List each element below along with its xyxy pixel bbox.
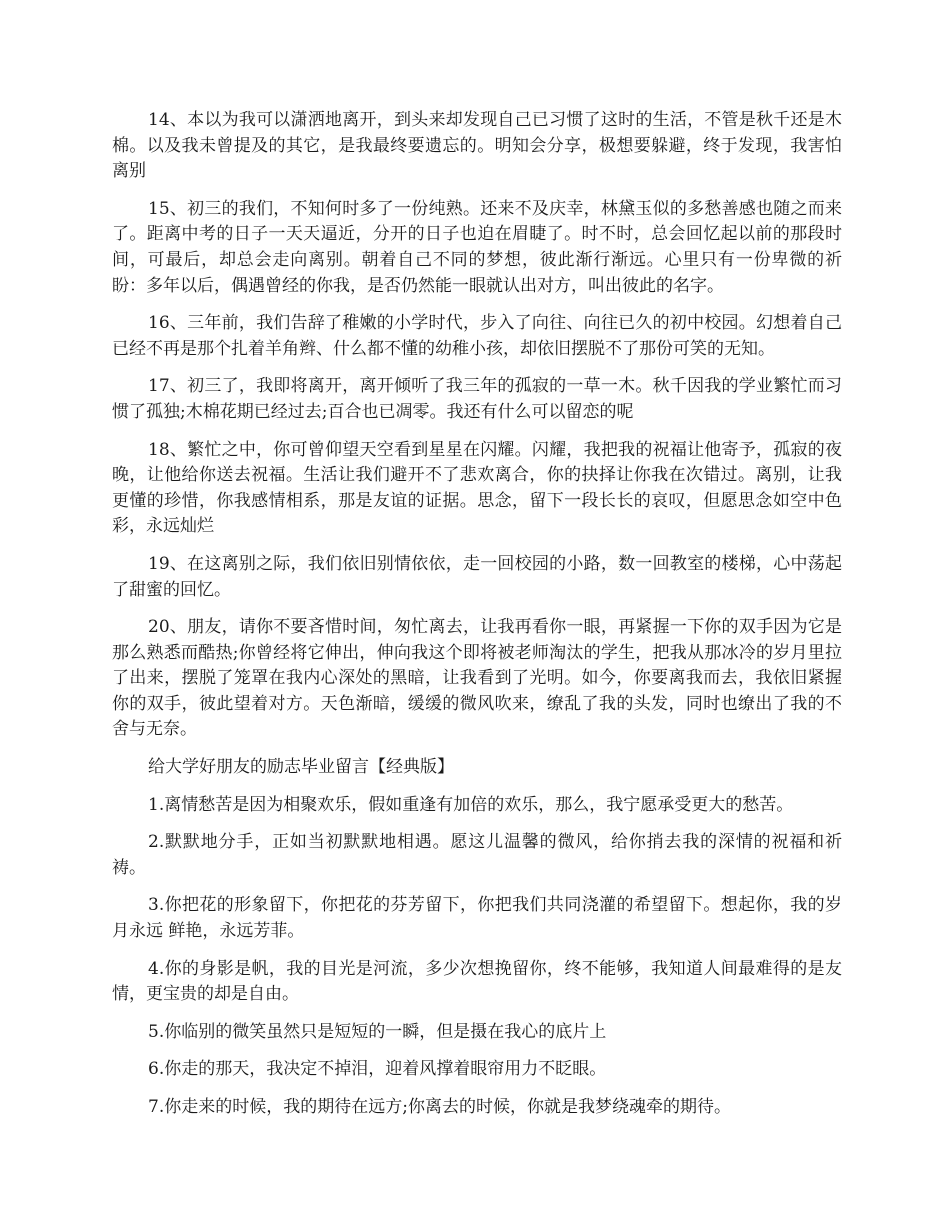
list-item-2: 2.默默地分手，正如当初默默地相遇。愿这儿温馨的微风，给你捎去我的深情的祝福和祈祷。 [112, 832, 842, 878]
paragraph-17: 17、初三了，我即将离开，离开倾听了我三年的孤寂的一草一木。秋千因我的学业繁忙而习惯了孤独;木棉花期已经过去;百合也已凋零。我还有什么可以留恋的呢 [112, 376, 842, 422]
list-item-1: 1.离情愁苦是因为相聚欢乐，假如重逢有加倍的欢乐，那么，我宁愿承受更大的愁苦。 [148, 794, 794, 815]
list-item-5: 5.你临别的微笑虽然只是短短的一瞬，但是摄在我心的底片上 [148, 1021, 607, 1042]
section-heading: 给大学好朋友的励志毕业留言【经典版】 [148, 757, 454, 778]
list-item-4: 4.你的身影是帆，我的目光是河流，多少次想挽留你，终不能够，我知道人间最难得的是友情，更宝贵的却是自由。 [112, 958, 842, 1005]
list-item-7: 7.你走来的时候，我的期待在远方;你离去的时候，你就是我梦绕魂牵的期待。 [148, 1097, 731, 1117]
paragraph-15: 15、初三的我们，不知何时多了一份纯熟。还来不及庆幸，林黛玉似的多愁善感也随之而来了。距离中考的日子一天天逼近，分开的日子也迫在眉睫了。时不时，总会回忆起以前的那段时间，可最后，却总会走向离别。朝着自己不同的梦想，彼此渐行渐远。心里只有一份卑微的祈盼：多年以后，偶遇曾经的你我，是否仍然能一眼就认出对方，叫出彼此的名字。 [112, 198, 842, 296]
paragraph-14: 14、本以为我可以潇洒地离开，到头来却发现自己已习惯了这时的生活，不管是秋千还是木棉。以及我未曾提及的其它，是我最终要遗忘的。明知会分享，极想要躲避，终于发现，我害怕离别 [112, 110, 842, 182]
paragraph-18: 18、繁忙之中，你可曾仰望天空看到星星在闪耀。闪耀，我把我的祝福让他寄予，孤寂的夜晚，让他给你送去祝福。生活让我们避开不了悲欢离合，你的抉择让你我在次错过。离别，让我更懂的珍惜，你我感情相系，那是友谊的证据。思念，留下一段长长的哀叹，但愿思念如空中色彩，永远灿烂 [112, 439, 842, 537]
paragraph-19: 19、在这离别之际，我们依旧别情依依，走一回校园的小路，数一回教室的楼梯，心中荡起了甜蜜的回忆。 [112, 553, 842, 600]
paragraph-16: 16、三年前，我们告辞了稚嫩的小学时代，步入了向往、向往已久的初中校园。幻想着自己已经不再是那个扎着羊角辫、什么都不懂的幼稚小孩，却依旧摆脱不了那份可笑的无知。 [112, 313, 842, 359]
list-item-3: 3.你把花的形象留下，你把花的芬芳留下，你把我们共同浇灌的希望留下。想起你，我的岁月永远 鲜艳，永远芳菲。 [112, 895, 842, 942]
list-item-6: 6.你走的那天，我决定不掉泪，迎着风撑着眼帘用力不眨眼。 [148, 1059, 607, 1080]
paragraph-20: 20、朋友，请你不要吝惜时间，匆忙离去，让我再看你一眼，再紧握一下你的双手因为它是那么熟悉而酷热;你曾经将它伸出，伸向我这个即将被老师淘汰的学生，把我从那冰冷的岁月里拉了出来，摆脱了笼罩在我内心深处的黑暗，让我看到了光明。如今，你要离我而去，我依旧紧握你的双手，彼此望着对方。天色渐暗，缓缓的微风吹来，缭乱了我的头发，同时也缭出了我的不舍与无奈。 [112, 617, 842, 740]
